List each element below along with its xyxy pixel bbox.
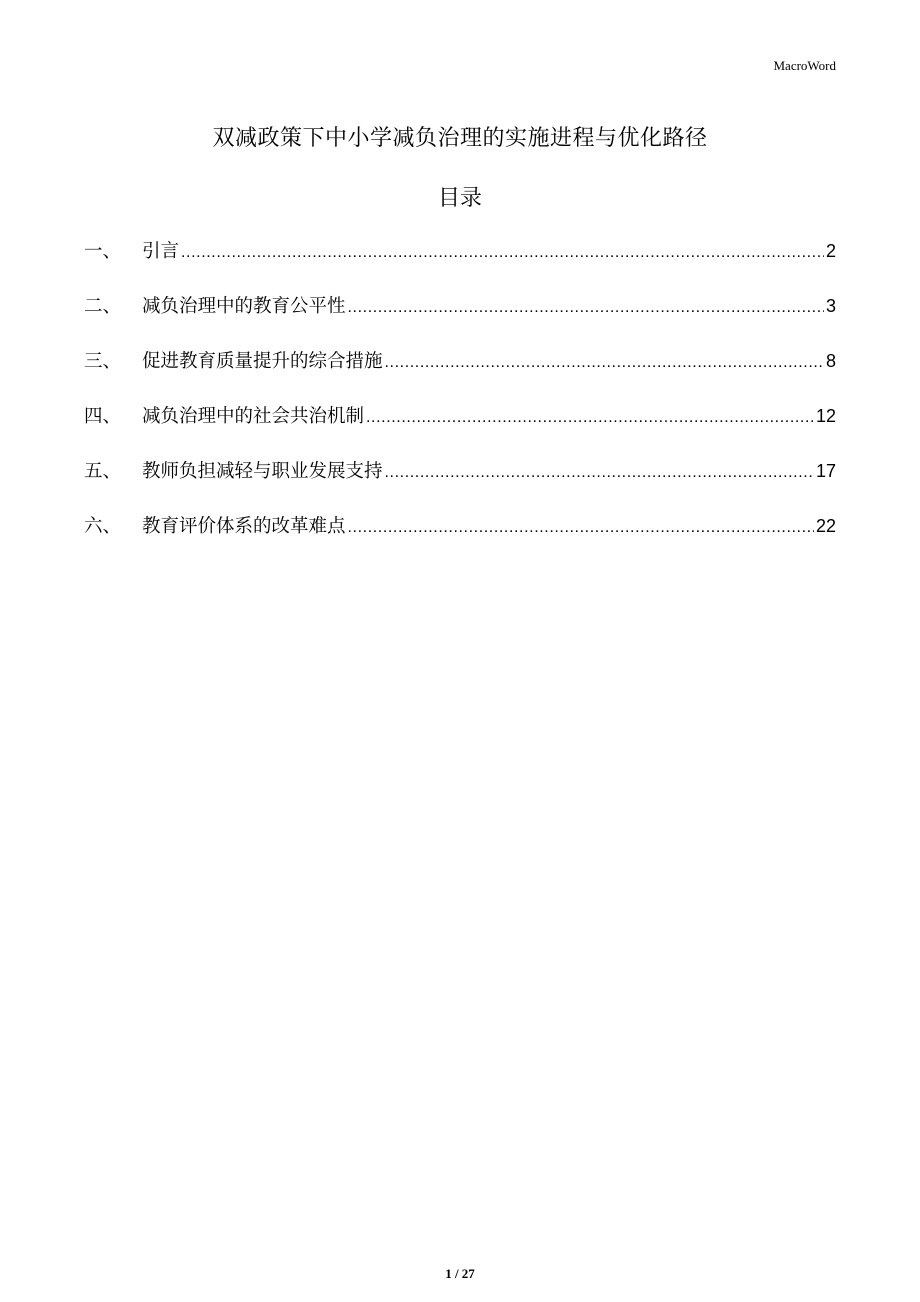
- toc-dot-leader: [181, 238, 824, 268]
- toc-entry-6[interactable]: [84, 511, 836, 566]
- toc-heading: 目录: [437, 186, 482, 211]
- toc-dot-leader: [348, 293, 824, 323]
- toc-entry-label: 教育评价体系的改革难点: [142, 516, 346, 537]
- toc-entry-label: 减负治理中的社会共治机制: [142, 406, 365, 427]
- toc-dot-leader: [348, 513, 814, 543]
- toc-entry-page: 12: [815, 406, 836, 426]
- toc-entry-2[interactable]: [84, 291, 836, 346]
- toc-entry-number: 二、: [84, 296, 122, 317]
- toc-entry-number: 一、: [84, 241, 122, 262]
- header-brand: MacroWord: [773, 58, 836, 73]
- page-number-footer: 1 / 27: [445, 1266, 475, 1281]
- toc-entry-label: 减负治理中的教育公平性: [142, 296, 346, 317]
- toc-entry-number: 五、: [84, 461, 122, 482]
- toc-entry-4[interactable]: [84, 401, 836, 456]
- toc-dot-leader: [366, 403, 814, 433]
- toc-entry-page: 3: [825, 296, 836, 316]
- toc-entry-page: 22: [815, 516, 836, 536]
- toc-entry-1[interactable]: [84, 236, 836, 291]
- toc-entry-page: 8: [825, 351, 836, 371]
- toc-entry-label: 教师负担减轻与职业发展支持: [142, 461, 383, 482]
- toc-dot-leader: [385, 348, 824, 378]
- toc-entry-number: 三、: [84, 351, 122, 372]
- toc-entry-page: 2: [825, 241, 836, 261]
- toc-entry-5[interactable]: [84, 456, 836, 511]
- toc-entry-label: 引言: [142, 241, 180, 262]
- toc-entry-number: 六、: [84, 516, 122, 537]
- toc-entry-label: 促进教育质量提升的综合措施: [142, 351, 383, 372]
- toc-dot-leader: [385, 458, 814, 488]
- toc-entry-3[interactable]: [84, 346, 836, 401]
- document-title: 双减政策下中小学减负治理的实施进程与优化路径: [212, 126, 708, 151]
- table-of-contents: [84, 236, 836, 566]
- toc-entry-number: 四、: [84, 406, 122, 427]
- toc-entry-page: 17: [815, 461, 836, 481]
